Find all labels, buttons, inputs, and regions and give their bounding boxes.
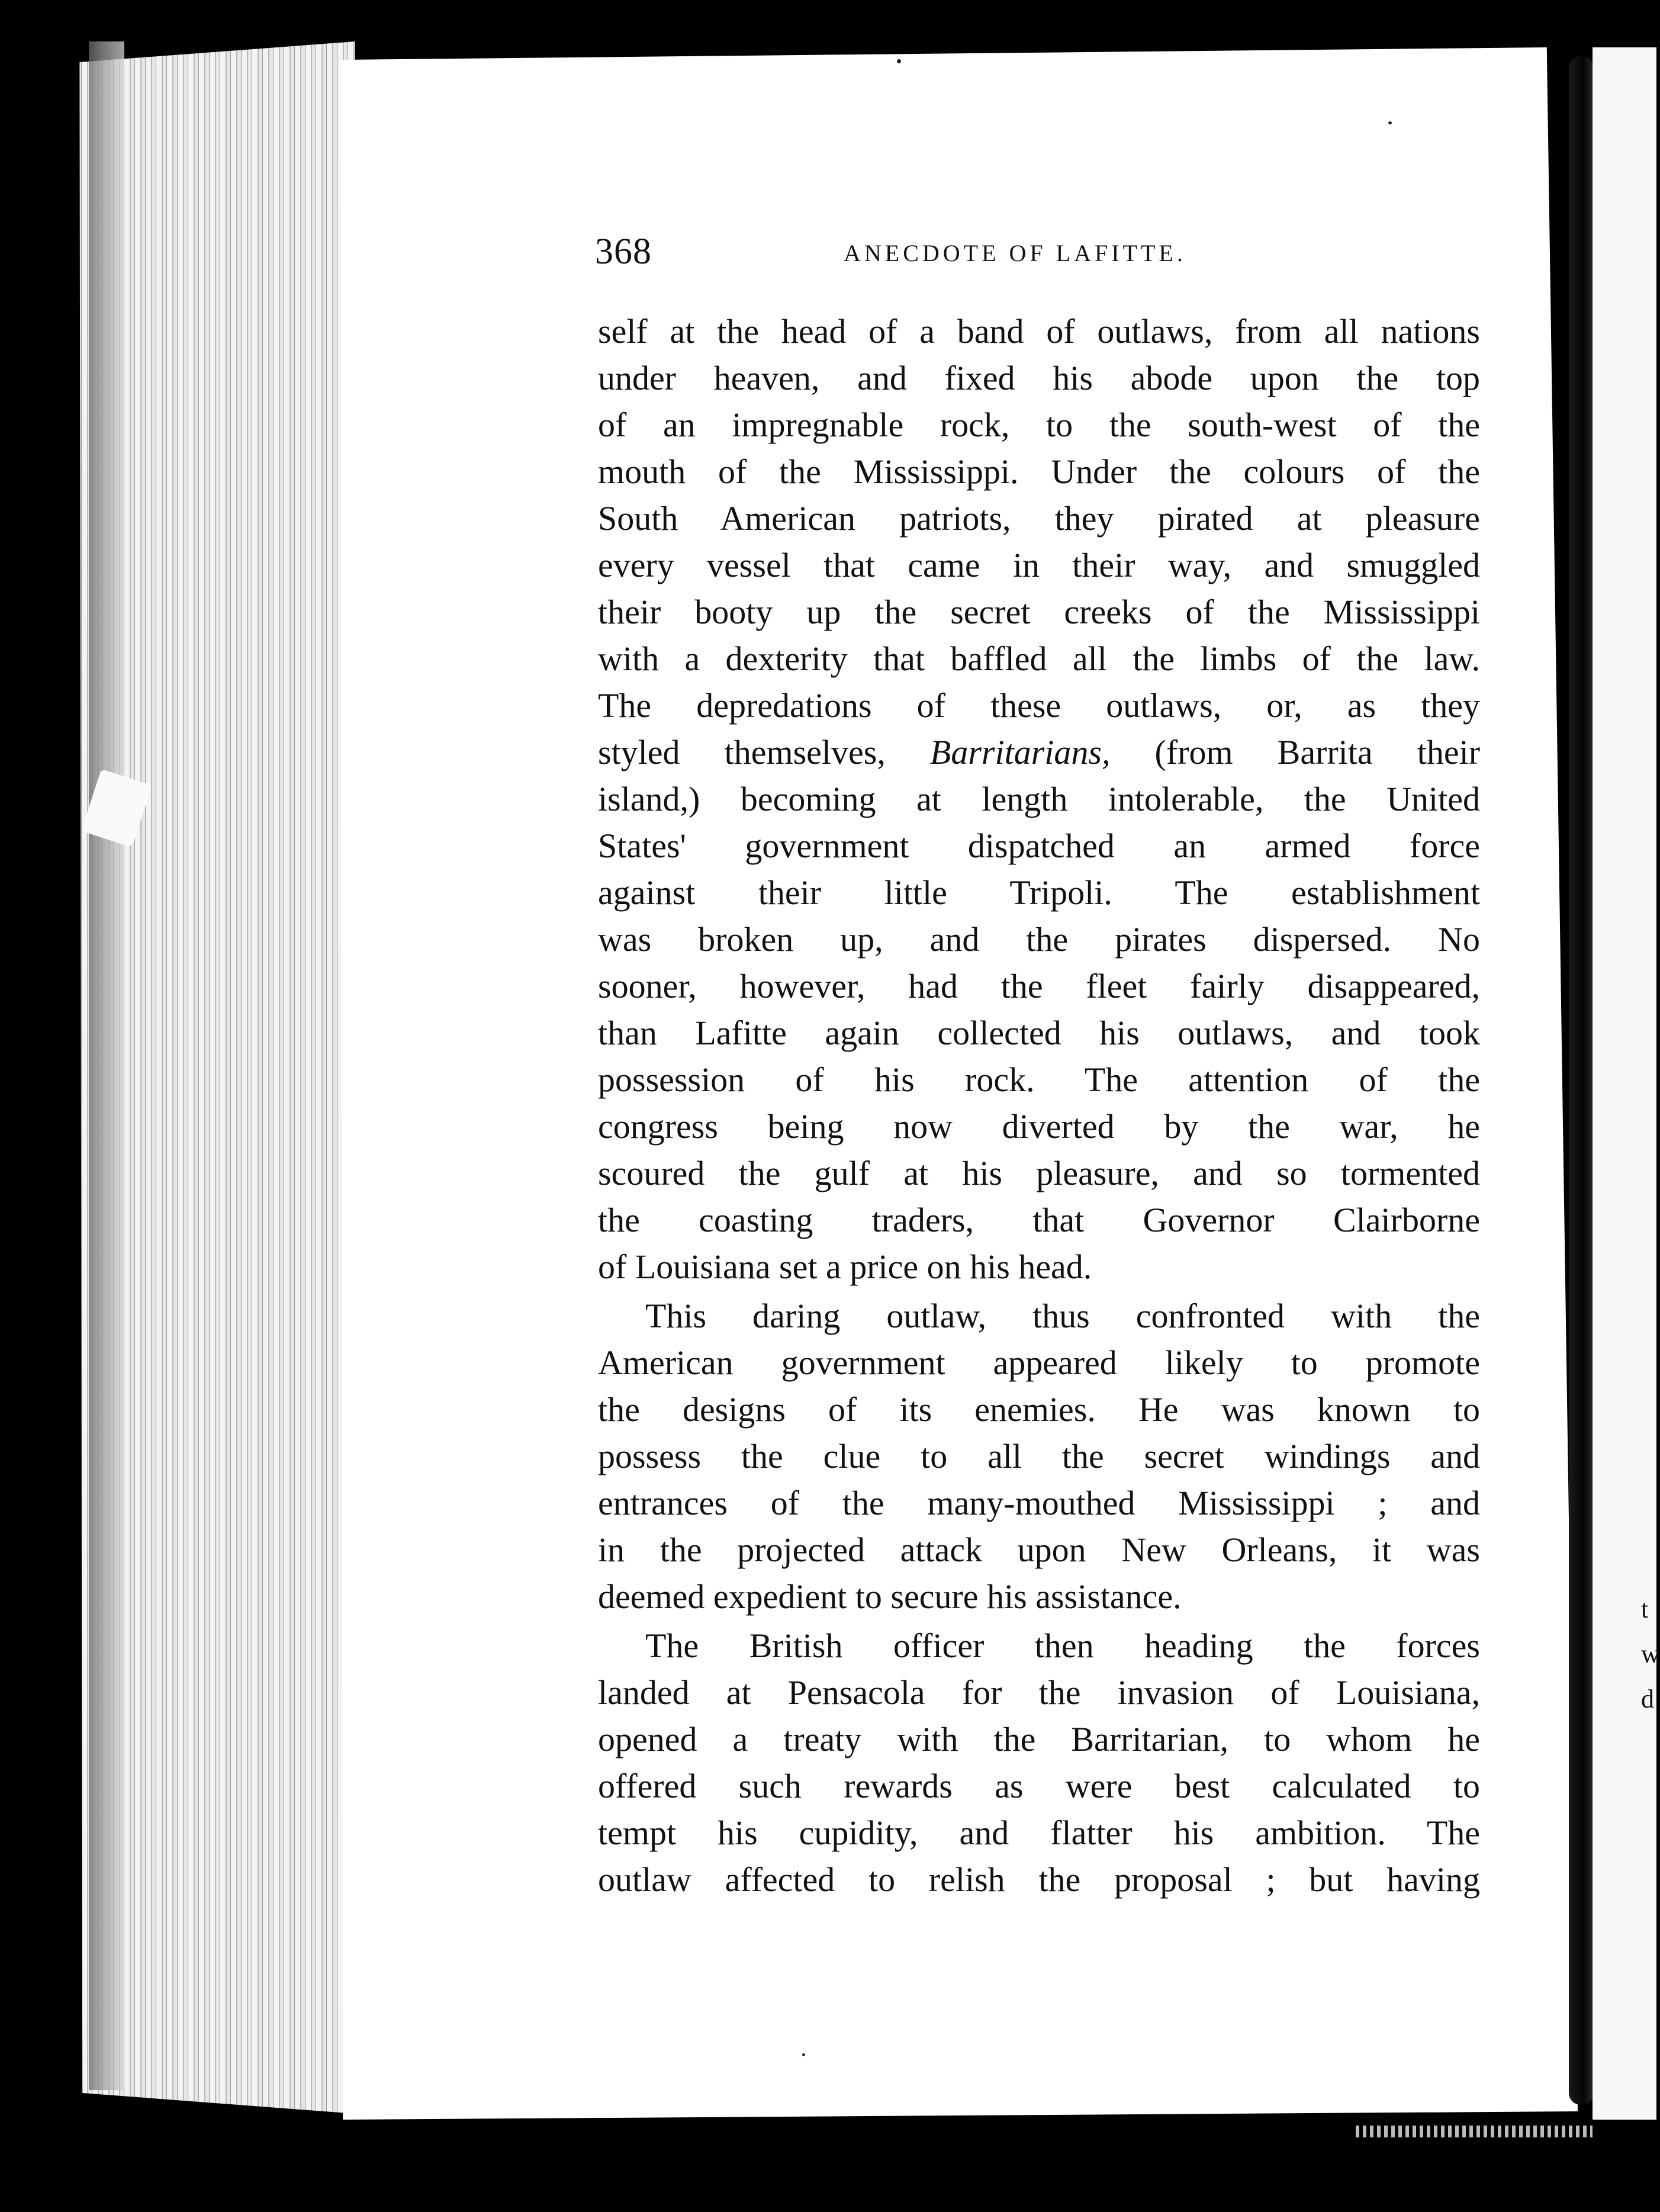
text-line: offered such rewards as were best calculated to <box>598 1767 1480 1805</box>
text-line: This daring outlaw, thus confronted with the <box>645 1297 1480 1335</box>
text-line: in the projected attack upon New Orleans, it was <box>598 1531 1480 1569</box>
facing-page-letter: w <box>1641 1639 1660 1668</box>
text-line: against their little Tripoli. The establishment <box>598 873 1480 912</box>
facing-page-edge <box>1593 47 1656 2120</box>
facing-page-letter: t <box>1641 1594 1649 1623</box>
text-line: States' government dispatched an armed force <box>598 827 1480 865</box>
facing-page-letter: d <box>1641 1684 1654 1713</box>
text-line: entrances of the many-mouthed Mississippi ; and <box>598 1484 1480 1522</box>
text-line: was broken up, and the pirates dispersed. No <box>598 920 1480 959</box>
text-line: deemed expedient to secure his assistance. <box>598 1577 1182 1616</box>
text-line: scoured the gulf at his pleasure, and so tormented <box>598 1154 1480 1192</box>
page-speck <box>1388 121 1392 124</box>
running-title: ANECDOTE OF LAFITTE. <box>844 240 1186 266</box>
book-gutter <box>1569 56 1594 2105</box>
text-line: congress being now diverted by the war, he <box>598 1107 1480 1146</box>
page-speck <box>897 59 901 63</box>
text-line: American government appeared likely to promote <box>598 1343 1480 1382</box>
text-line: possess the clue to all the secret windings and <box>598 1437 1480 1475</box>
text-line: the coasting traders, that Governor Clairborne <box>598 1201 1480 1239</box>
text-line: possession of his rock. The attention of the <box>598 1060 1480 1099</box>
text-line: outlaw affected to relish the proposal ; but having <box>598 1860 1480 1899</box>
text-line: under heaven, and fixed his abode upon the top <box>598 359 1480 397</box>
text-line: of Louisiana set a price on his head. <box>598 1248 1092 1286</box>
text-line: The depredations of these outlaws, or, as they <box>598 686 1480 725</box>
facing-page-text-fragment <box>1641 1587 1659 1722</box>
text-line: their booty up the secret creeks of the Mississippi <box>598 593 1480 631</box>
text-line: opened a treaty with the Barritarian, to whom he <box>598 1720 1480 1758</box>
text-line: with a dexterity that baffled all the limbs of the law. <box>598 639 1480 678</box>
text-line: sooner, however, had the fleet fairly disappeared, <box>598 967 1480 1005</box>
page-number: 368 <box>595 232 652 272</box>
text-line: mouth of the Mississippi. Under the colours of the <box>598 452 1480 491</box>
text-line: tempt his cupidity, and flatter his ambition. The <box>598 1814 1480 1852</box>
body-text <box>598 308 1480 1903</box>
page-bottom-edge <box>1356 2126 1593 2137</box>
text-line: self at the head of a band of outlaws, from all nations <box>598 312 1480 351</box>
page-header <box>595 231 1217 284</box>
text-line: South American patriots, they pirated at pleasure <box>598 499 1480 538</box>
text-line: the designs of its enemies. He was known to <box>598 1390 1480 1429</box>
text-line: The British officer then heading the forces <box>645 1626 1480 1665</box>
text-line: of an impregnable rock, to the south-west of the <box>598 406 1480 444</box>
text-line: than Lafitte again collected his outlaws, and took <box>598 1014 1480 1052</box>
text-line: styled themselves, Barritarians, (from Barrita their <box>598 733 1481 771</box>
page-speck <box>802 2053 805 2056</box>
text-line: every vessel that came in their way, and smuggled <box>598 546 1480 584</box>
page-edge-shadow <box>89 41 124 2090</box>
text-line: island,) becoming at length intolerable, the United <box>598 780 1480 818</box>
text-line: landed at Pensacola for the invasion of Louisiana, <box>598 1673 1480 1712</box>
